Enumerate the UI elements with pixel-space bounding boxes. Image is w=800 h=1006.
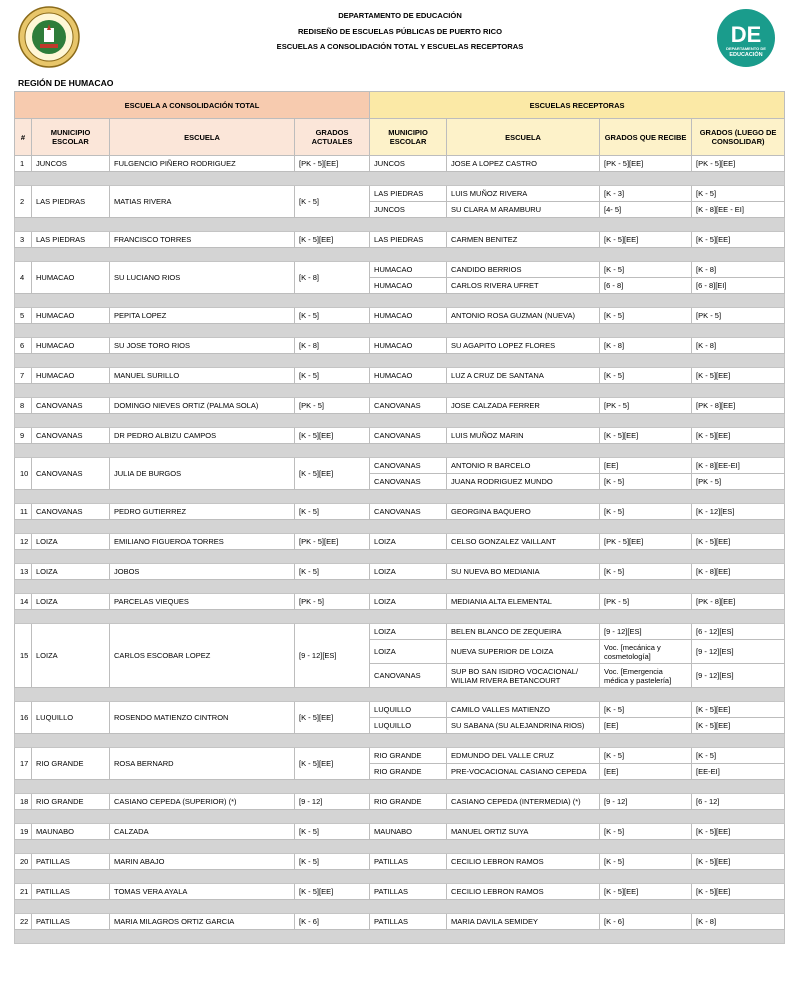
separator-row	[15, 354, 785, 368]
separator-row	[15, 218, 785, 232]
group-header-receivers: ESCUELAS RECEPTORAS	[370, 92, 785, 119]
municipio-cell: LOIZA	[32, 534, 110, 550]
grados-luego-cell: [6 - 12][ES]	[692, 624, 785, 640]
rec-escuela-cell: CAMILO VALLES MATIENZO	[447, 702, 600, 718]
separator-row	[15, 900, 785, 914]
table-row	[15, 338, 785, 354]
table-row	[15, 624, 785, 640]
separator-row	[15, 520, 785, 534]
escuela-cell: ROSA BERNARD	[110, 748, 295, 780]
grados-actuales-cell: [9 - 12]	[295, 794, 370, 810]
table-row	[15, 702, 785, 718]
municipio-cell: PATILLAS	[32, 884, 110, 900]
svg-text:EDUCACIÓN: EDUCACIÓN	[729, 52, 763, 58]
rec-escuela-cell: MARIA DAVILA SEMIDEY	[447, 914, 600, 930]
rec-escuela-cell: BELEN BLANCO DE ZEQUEIRA	[447, 624, 600, 640]
municipio-cell: HUMACAO	[32, 262, 110, 294]
escuela-cell: EMILIANO FIGUEROA TORRES	[110, 534, 295, 550]
grados-recibe-cell: [K - 5]	[600, 824, 692, 840]
escuela-cell: PARCELAS VIEQUES	[110, 594, 295, 610]
grados-recibe-cell: [4- 5]	[600, 202, 692, 218]
rec-municipio-cell: HUMACAO	[370, 338, 447, 354]
grados-luego-cell: [K - 5]	[692, 748, 785, 764]
separator-cell	[15, 172, 785, 186]
row-number: 15	[15, 624, 32, 688]
region-title: REGIÓN DE HUMACAO	[18, 78, 114, 88]
grados-actuales-cell: [K - 5][EE]	[295, 884, 370, 900]
grados-luego-cell: [K - 8]	[692, 262, 785, 278]
grados-actuales-cell: [K - 8]	[295, 262, 370, 294]
rec-municipio-cell: LUQUILLO	[370, 718, 447, 734]
rec-municipio-cell: RIO GRANDE	[370, 748, 447, 764]
table-row	[15, 884, 785, 900]
escuela-cell: SU JOSE TORO RIOS	[110, 338, 295, 354]
escuela-cell: MARIN ABAJO	[110, 854, 295, 870]
escuela-cell: MATIAS RIVERA	[110, 186, 295, 218]
grados-recibe-cell: [PK - 5][EE]	[600, 534, 692, 550]
grados-luego-cell: [K - 8]	[692, 914, 785, 930]
grados-recibe-cell: [K - 5]	[600, 504, 692, 520]
row-number: 6	[15, 338, 32, 354]
escuela-cell: DOMINGO NIEVES ORTIZ (PALMA SOLA)	[110, 398, 295, 414]
escuela-cell: PEPITA LOPEZ	[110, 308, 295, 324]
municipio-cell: LOIZA	[32, 624, 110, 688]
grados-recibe-cell: [K - 5]	[600, 702, 692, 718]
page-header	[0, 0, 800, 76]
grados-luego-cell: [PK - 5][EE]	[692, 156, 785, 172]
municipio-cell: LAS PIEDRAS	[32, 186, 110, 218]
rec-municipio-cell: LOIZA	[370, 594, 447, 610]
row-number: 4	[15, 262, 32, 294]
rec-municipio-cell: PATILLAS	[370, 884, 447, 900]
table-row	[15, 398, 785, 414]
rec-municipio-cell: MAUNABO	[370, 824, 447, 840]
grados-actuales-cell: [K - 6]	[295, 914, 370, 930]
rec-escuela-cell: CELSO GONZALEZ VAILLANT	[447, 534, 600, 550]
col-header-escuela: ESCUELA	[110, 119, 295, 156]
rec-escuela-cell: GEORGINA BAQUERO	[447, 504, 600, 520]
grados-luego-cell: [PK - 5]	[692, 308, 785, 324]
row-number: 7	[15, 368, 32, 384]
rec-municipio-cell: LAS PIEDRAS	[370, 232, 447, 248]
municipio-cell: MAUNABO	[32, 824, 110, 840]
grados-actuales-cell: [K - 5]	[295, 504, 370, 520]
row-number: 1	[15, 156, 32, 172]
grados-luego-cell: [K - 5][EE]	[692, 718, 785, 734]
col-header-grados-actuales: GRADOS ACTUALES	[295, 119, 370, 156]
separator-row	[15, 172, 785, 186]
grados-recibe-cell: [K - 5][EE]	[600, 884, 692, 900]
separator-cell	[15, 324, 785, 338]
row-number: 8	[15, 398, 32, 414]
grados-actuales-cell: [PK - 5]	[295, 594, 370, 610]
rec-escuela-cell: NUEVA SUPERIOR DE LOIZA	[447, 640, 600, 664]
grados-actuales-cell: [K - 5]	[295, 308, 370, 324]
grados-recibe-cell: [K - 5][EE]	[600, 428, 692, 444]
separator-cell	[15, 218, 785, 232]
municipio-cell: HUMACAO	[32, 308, 110, 324]
separator-row	[15, 610, 785, 624]
municipio-cell: RIO GRANDE	[32, 748, 110, 780]
grados-actuales-cell: [K - 5]	[295, 824, 370, 840]
grados-actuales-cell: [K - 5]	[295, 564, 370, 580]
row-number: 14	[15, 594, 32, 610]
escuela-cell: SU LUCIANO RIOS	[110, 262, 295, 294]
row-number: 11	[15, 504, 32, 520]
table-row	[15, 308, 785, 324]
rec-municipio-cell: CANOVANAS	[370, 664, 447, 688]
grados-recibe-cell: [K - 5]	[600, 564, 692, 580]
separator-cell	[15, 780, 785, 794]
separator-row	[15, 384, 785, 398]
table-row	[15, 262, 785, 278]
row-number: 21	[15, 884, 32, 900]
table-row	[15, 824, 785, 840]
municipio-cell: JUNCOS	[32, 156, 110, 172]
table-row	[15, 156, 785, 172]
table-row	[15, 368, 785, 384]
rec-escuela-cell: SU CLARA M ARAMBURU	[447, 202, 600, 218]
table-row	[15, 534, 785, 550]
table-row	[15, 564, 785, 580]
table-row	[15, 914, 785, 930]
grados-actuales-cell: [K - 8]	[295, 338, 370, 354]
grados-luego-cell: [K - 12][ES]	[692, 504, 785, 520]
rec-escuela-cell: JOSE A LOPEZ CASTRO	[447, 156, 600, 172]
rec-escuela-cell: LUIS MUÑOZ MARIN	[447, 428, 600, 444]
row-number: 19	[15, 824, 32, 840]
row-number: 12	[15, 534, 32, 550]
table-row	[15, 794, 785, 810]
grados-recibe-cell: Voc. [Emergencia médica y pastelería]	[600, 664, 692, 688]
grados-luego-cell: [PK - 5]	[692, 474, 785, 490]
grados-luego-cell: [6 - 8][EI]	[692, 278, 785, 294]
rec-municipio-cell: LAS PIEDRAS	[370, 186, 447, 202]
escuela-cell: MANUEL SURILLO	[110, 368, 295, 384]
rec-municipio-cell: CANOVANAS	[370, 458, 447, 474]
municipio-cell: CANOVANAS	[32, 504, 110, 520]
separator-row	[15, 780, 785, 794]
grados-luego-cell: [K - 5][EE]	[692, 824, 785, 840]
rec-municipio-cell: HUMACAO	[370, 308, 447, 324]
table-row	[15, 748, 785, 764]
separator-row	[15, 870, 785, 884]
municipio-cell: LOIZA	[32, 594, 110, 610]
separator-row	[15, 810, 785, 824]
grados-actuales-cell: [K - 5]	[295, 186, 370, 218]
separator-cell	[15, 688, 785, 702]
municipio-cell: LAS PIEDRAS	[32, 232, 110, 248]
col-header-rec-escuela: ESCUELA	[447, 119, 600, 156]
rec-escuela-cell: ANTONIO ROSA GUZMAN (NUEVA)	[447, 308, 600, 324]
grados-luego-cell: [6 - 12]	[692, 794, 785, 810]
grados-recibe-cell: [K - 6]	[600, 914, 692, 930]
rec-escuela-cell: MANUEL ORTIZ SUYA	[447, 824, 600, 840]
grados-recibe-cell: [EE]	[600, 764, 692, 780]
title-redesign: REDISEÑO DE ESCUELAS PÚBLICAS DE PUERTO RICO	[297, 26, 503, 36]
separator-row	[15, 688, 785, 702]
grados-luego-cell: [K - 8][EE]	[692, 564, 785, 580]
escuela-cell: CASIANO CEPEDA (SUPERIOR) (*)	[110, 794, 295, 810]
rec-escuela-cell: LUIS MUÑOZ RIVERA	[447, 186, 600, 202]
group-header-consolidation: ESCUELA A CONSOLIDACIÓN TOTAL	[15, 92, 370, 119]
escuela-cell: ROSENDO MATIENZO CINTRON	[110, 702, 295, 734]
municipio-cell: LOIZA	[32, 564, 110, 580]
separator-cell	[15, 734, 785, 748]
escuela-cell: MARIA MILAGROS ORTIZ GARCIA	[110, 914, 295, 930]
rec-municipio-cell: LUQUILLO	[370, 702, 447, 718]
separator-row	[15, 248, 785, 262]
grados-luego-cell: [EE-EI]	[692, 764, 785, 780]
rec-escuela-cell: CARMEN BENITEZ	[447, 232, 600, 248]
grados-actuales-cell: [PK - 5][EE]	[295, 156, 370, 172]
escuela-cell: JOBOS	[110, 564, 295, 580]
escuela-cell: JULIA DE BURGOS	[110, 458, 295, 490]
separator-cell	[15, 870, 785, 884]
separator-row	[15, 414, 785, 428]
rec-escuela-cell: MEDIANIA ALTA ELEMENTAL	[447, 594, 600, 610]
grados-recibe-cell: [EE]	[600, 718, 692, 734]
rec-municipio-cell: LOIZA	[370, 534, 447, 550]
separator-cell	[15, 384, 785, 398]
col-header-grados-recibe: GRADOS QUE RECIBE	[600, 119, 692, 156]
grados-luego-cell: [PK - 8][EE]	[692, 594, 785, 610]
grados-recibe-cell: [K - 5]	[600, 262, 692, 278]
rec-municipio-cell: RIO GRANDE	[370, 764, 447, 780]
grados-luego-cell: [K - 5][EE]	[692, 368, 785, 384]
row-number: 3	[15, 232, 32, 248]
municipio-cell: CANOVANAS	[32, 398, 110, 414]
row-number: 17	[15, 748, 32, 780]
grados-luego-cell: [K - 5][EE]	[692, 854, 785, 870]
table-row	[15, 504, 785, 520]
escuela-cell: DR PEDRO ALBIZU CAMPOS	[110, 428, 295, 444]
grados-luego-cell: [K - 8][EE-EI]	[692, 458, 785, 474]
grados-luego-cell: [PK - 8][EE]	[692, 398, 785, 414]
rec-escuela-cell: CANDIDO BERRIOS	[447, 262, 600, 278]
grados-recibe-cell: [9 - 12]	[600, 794, 692, 810]
rec-municipio-cell: LOIZA	[370, 640, 447, 664]
grados-recibe-cell: [PK - 5]	[600, 398, 692, 414]
separator-row	[15, 734, 785, 748]
separator-cell	[15, 810, 785, 824]
grados-actuales-cell: [PK - 5][EE]	[295, 534, 370, 550]
grados-recibe-cell: [K - 5]	[600, 368, 692, 384]
grados-recibe-cell: [9 - 12][ES]	[600, 624, 692, 640]
escuela-cell: FRANCISCO TORRES	[110, 232, 295, 248]
separator-cell	[15, 520, 785, 534]
municipio-cell: PATILLAS	[32, 854, 110, 870]
grados-luego-cell: [K - 5]	[692, 186, 785, 202]
escuela-cell: PEDRO GUTIERREZ	[110, 504, 295, 520]
grados-luego-cell: [9 - 12][ES]	[692, 664, 785, 688]
municipio-cell: HUMACAO	[32, 368, 110, 384]
rec-municipio-cell: LOIZA	[370, 564, 447, 580]
document-titles	[0, 8, 800, 55]
separator-cell	[15, 490, 785, 504]
rec-municipio-cell: JUNCOS	[370, 156, 447, 172]
grados-luego-cell: [K - 8]	[692, 338, 785, 354]
separator-row	[15, 840, 785, 854]
rec-escuela-cell: SUP BO SAN ISIDRO VOCACIONAL/ WILIAM RIVERA BETANCOURT	[447, 664, 600, 688]
separator-row	[15, 444, 785, 458]
rec-escuela-cell: JUANA RODRIGUEZ MUNDO	[447, 474, 600, 490]
grados-luego-cell: [9 - 12][ES]	[692, 640, 785, 664]
table-row	[15, 186, 785, 202]
grados-recibe-cell: [PK - 5]	[600, 594, 692, 610]
separator-row	[15, 294, 785, 308]
table-row	[15, 232, 785, 248]
table-body	[15, 156, 785, 944]
rec-municipio-cell: HUMACAO	[370, 262, 447, 278]
municipio-cell: HUMACAO	[32, 338, 110, 354]
row-number: 16	[15, 702, 32, 734]
grados-luego-cell: [K - 8][EE - EI]	[692, 202, 785, 218]
grados-actuales-cell: [K - 5][EE]	[295, 428, 370, 444]
row-number: 9	[15, 428, 32, 444]
row-number: 2	[15, 186, 32, 218]
rec-escuela-cell: CECILIO LEBRON RAMOS	[447, 884, 600, 900]
grados-actuales-cell: [PK - 5]	[295, 398, 370, 414]
municipio-cell: LUQUILLO	[32, 702, 110, 734]
grados-recibe-cell: [K - 5]	[600, 474, 692, 490]
separator-cell	[15, 444, 785, 458]
rec-municipio-cell: RIO GRANDE	[370, 794, 447, 810]
separator-cell	[15, 610, 785, 624]
table-row	[15, 458, 785, 474]
rec-escuela-cell: SU NUEVA BO MEDIANIA	[447, 564, 600, 580]
municipio-cell: CANOVANAS	[32, 458, 110, 490]
col-header-grados-luego: GRADOS (LUEGO DE CONSOLIDAR)	[692, 119, 785, 156]
rec-municipio-cell: PATILLAS	[370, 854, 447, 870]
title-department: DEPARTAMENTO DE EDUCACIÓN	[338, 11, 462, 20]
grados-recibe-cell: [PK - 5][EE]	[600, 156, 692, 172]
separator-row	[15, 930, 785, 944]
separator-cell	[15, 248, 785, 262]
col-header-number: #	[15, 119, 32, 156]
municipio-cell: RIO GRANDE	[32, 794, 110, 810]
escuela-cell: CARLOS ESCOBAR LOPEZ	[110, 624, 295, 688]
separator-row	[15, 490, 785, 504]
grados-recibe-cell: [6 - 8]	[600, 278, 692, 294]
escuela-cell: CALZADA	[110, 824, 295, 840]
grados-recibe-cell: [K - 5]	[600, 854, 692, 870]
grados-recibe-cell: [K - 3]	[600, 186, 692, 202]
grados-actuales-cell: [K - 5][EE]	[295, 702, 370, 734]
grados-luego-cell: [K - 5][EE]	[692, 428, 785, 444]
row-number: 18	[15, 794, 32, 810]
rec-escuela-cell: ANTONIO R BARCELO	[447, 458, 600, 474]
grados-actuales-cell: [K - 5][EE]	[295, 232, 370, 248]
rec-escuela-cell: SU SABANA (SU ALEJANDRINA RIOS)	[447, 718, 600, 734]
rec-escuela-cell: LUZ A CRUZ DE SANTANA	[447, 368, 600, 384]
grados-actuales-cell: [9 - 12][ES]	[295, 624, 370, 688]
grados-luego-cell: [K - 5][EE]	[692, 232, 785, 248]
rec-escuela-cell: CASIANO CEPEDA (INTERMEDIA) (*)	[447, 794, 600, 810]
separator-row	[15, 580, 785, 594]
table-row	[15, 428, 785, 444]
separator-cell	[15, 414, 785, 428]
rec-escuela-cell: CECILIO LEBRON RAMOS	[447, 854, 600, 870]
rec-municipio-cell: HUMACAO	[370, 278, 447, 294]
col-header-municipio: MUNICIPIO ESCOLAR	[32, 119, 110, 156]
grados-actuales-cell: [K - 5][EE]	[295, 458, 370, 490]
rec-municipio-cell: HUMACAO	[370, 368, 447, 384]
separator-cell	[15, 550, 785, 564]
separator-cell	[15, 930, 785, 944]
grados-luego-cell: [K - 5][EE]	[692, 534, 785, 550]
grados-recibe-cell: [K - 5]	[600, 308, 692, 324]
table-row	[15, 854, 785, 870]
rec-municipio-cell: LOIZA	[370, 624, 447, 640]
row-number: 20	[15, 854, 32, 870]
table-row	[15, 594, 785, 610]
grados-luego-cell: [K - 5][EE]	[692, 884, 785, 900]
escuela-cell: TOMAS VERA AYALA	[110, 884, 295, 900]
rec-municipio-cell: CANOVANAS	[370, 398, 447, 414]
rec-escuela-cell: PRE-VOCACIONAL CASIANO CEPEDA	[447, 764, 600, 780]
grados-luego-cell: [K - 5][EE]	[692, 702, 785, 718]
grados-actuales-cell: [K - 5]	[295, 854, 370, 870]
grados-actuales-cell: [K - 5][EE]	[295, 748, 370, 780]
separator-cell	[15, 580, 785, 594]
escuela-cell: FULGENCIO PIÑERO RODRIGUEZ	[110, 156, 295, 172]
svg-text:DE: DE	[730, 22, 762, 47]
separator-cell	[15, 900, 785, 914]
separator-cell	[15, 840, 785, 854]
rec-escuela-cell: CARLOS RIVERA UFRET	[447, 278, 600, 294]
svg-text:DEPARTAMENTO DE: DEPARTAMENTO DE	[726, 46, 766, 51]
rec-municipio-cell: CANOVANAS	[370, 428, 447, 444]
grados-recibe-cell: [K - 5]	[600, 748, 692, 764]
rec-escuela-cell: SU AGAPITO LOPEZ FLORES	[447, 338, 600, 354]
schools-table	[14, 91, 785, 944]
separator-row	[15, 550, 785, 564]
rec-municipio-cell: JUNCOS	[370, 202, 447, 218]
grados-recibe-cell: Voc. [mecánica y cosmetología]	[600, 640, 692, 664]
rec-escuela-cell: JOSE CALZADA FERRER	[447, 398, 600, 414]
row-number: 13	[15, 564, 32, 580]
row-number: 5	[15, 308, 32, 324]
separator-row	[15, 324, 785, 338]
row-number: 10	[15, 458, 32, 490]
separator-cell	[15, 294, 785, 308]
rec-municipio-cell: CANOVANAS	[370, 504, 447, 520]
municipio-cell: PATILLAS	[32, 914, 110, 930]
rec-municipio-cell: CANOVANAS	[370, 474, 447, 490]
municipio-cell: CANOVANAS	[32, 428, 110, 444]
title-consolidation: ESCUELAS A CONSOLIDACIÓN TOTAL Y ESCUELAS RECEPTORAS	[276, 42, 524, 51]
separator-cell	[15, 354, 785, 368]
col-header-rec-municipio: MUNICIPIO ESCOLAR	[370, 119, 447, 156]
de-logo-icon	[716, 8, 776, 68]
grados-recibe-cell: [K - 5][EE]	[600, 232, 692, 248]
grados-actuales-cell: [K - 5]	[295, 368, 370, 384]
grados-recibe-cell: [K - 8]	[600, 338, 692, 354]
row-number: 22	[15, 914, 32, 930]
grados-recibe-cell: [EE]	[600, 458, 692, 474]
rec-municipio-cell: PATILLAS	[370, 914, 447, 930]
rec-escuela-cell: EDMUNDO DEL VALLE CRUZ	[447, 748, 600, 764]
